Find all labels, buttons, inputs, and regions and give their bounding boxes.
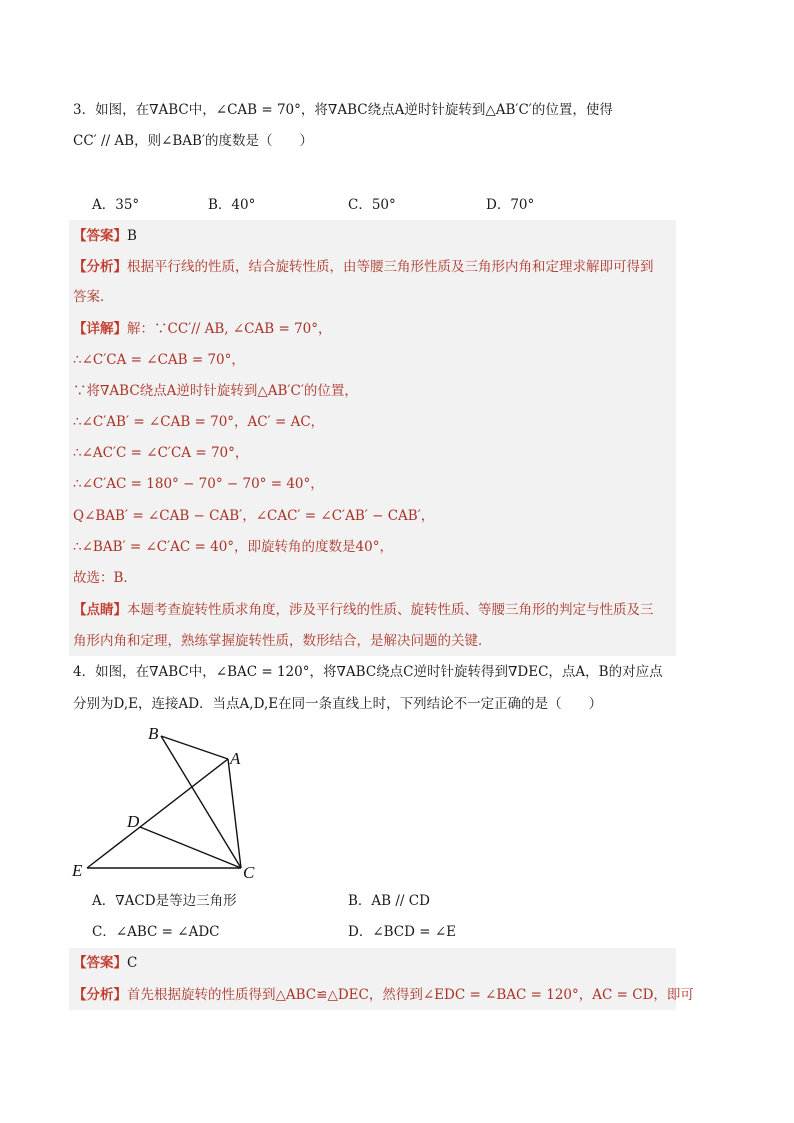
q3-answer-value: B — [127, 228, 137, 244]
q4-option-c: C．∠ABC = ∠ADC — [92, 924, 220, 940]
q3-comment-line2: 角形内角和定理，熟练掌握旋转性质，数形结合，是解决问题的关键． — [73, 633, 492, 649]
q4-option-b: B．AB // CD — [348, 893, 430, 909]
q3-comment-tag: 【点睛】 — [73, 602, 127, 618]
q3-option-d: D．70° — [486, 197, 535, 213]
q3-step-8: 故选：B． — [73, 570, 137, 586]
label-b: B — [148, 724, 159, 743]
q3-comment — [73, 600, 654, 620]
q3-analysis-text: 根据平行线的性质，结合旋转性质，由等腰三角形性质及三角形内角和定理求解即可得到 — [127, 259, 654, 275]
q3-analysis-line2: 答案． — [73, 289, 114, 305]
q3-stem-line2: CC′ // AB，则∠BAB′的度数是（ ） — [73, 133, 314, 149]
q4-option-a: A．∇ACD是等边三角形 — [92, 893, 237, 909]
q4-answer — [73, 953, 137, 973]
q3-analysis — [73, 257, 654, 277]
segment-dc — [140, 827, 241, 868]
q4-option-d: D．∠BCD = ∠E — [348, 924, 457, 940]
label-a: A — [230, 749, 241, 768]
q4-stem-line2: 分别为D,E，连接AD．当点A,D,E在同一条直线上时，下列结论不一定正确的是（ ） — [73, 696, 603, 712]
q4-answer-tag: 【答案】 — [73, 955, 127, 971]
q3-step-6: Q∠BAB′ = ∠CAB − CAB′，∠CAC′ = ∠C′AB′ − CAB′， — [73, 508, 435, 524]
q3-detail-tag: 【详解】 — [73, 321, 127, 337]
q3-detail — [73, 319, 332, 339]
label-c: C — [243, 863, 255, 882]
q4-answer-value: C — [127, 955, 138, 971]
q3-step-3: ∴∠C′AB′ = ∠CAB = 70°，AC′ = AC， — [73, 414, 325, 430]
q3-option-c: C．50° — [348, 197, 396, 213]
q3-step-1: ∴∠C′CA = ∠CAB = 70°， — [73, 352, 245, 368]
q3-solution-block — [69, 220, 676, 656]
q3-step-4: ∴∠AC′C = ∠C′CA = 70°， — [73, 445, 249, 461]
q3-answer-tag: 【答案】 — [73, 228, 127, 244]
segment-ea — [87, 759, 228, 868]
q4-stem-line1: 4．如图，在∇ABC中，∠BAC = 120°，将∇ABC绕点C逆时针旋转得到∇DEC，点A，B的对应点 — [73, 664, 663, 680]
label-e: E — [72, 861, 83, 880]
segment-ba — [161, 736, 228, 759]
q4-analysis — [73, 985, 694, 1005]
q3-comment-line1: 本题考查旋转性质求角度，涉及平行线的性质、旋转性质、等腰三角形的判定与性质及三 — [127, 602, 654, 618]
q3-stem-line1: 3．如图，在∇ABC中，∠CAB = 70°，将∇ABC绕点A逆时针旋转到△AB′C′的位置，使得 — [73, 102, 613, 118]
q3-answer — [73, 226, 137, 246]
q3-detail-line1: 解：∵CC′// AB, ∠CAB = 70°， — [127, 321, 332, 337]
q4-geometry-figure — [70, 720, 270, 885]
q3-option-b: B．40° — [208, 197, 256, 213]
q4-analysis-tag: 【分析】 — [73, 987, 127, 1003]
q3-step-7: ∴∠BAB′ = ∠C′AC = 40°，即旋转角的度数是40°， — [73, 539, 393, 555]
q3-step-5: ∴∠C′AC = 180° − 70° − 70° = 40°， — [73, 476, 324, 492]
q3-option-a: A．35° — [92, 197, 140, 213]
q4-analysis-text: 首先根据旋转的性质得到△ABC≌△DEC，然得到∠EDC = ∠BAC = 120°，AC = CD，即可 — [127, 987, 694, 1003]
segment-ac — [228, 759, 241, 868]
q3-analysis-tag: 【分析】 — [73, 259, 127, 275]
label-d: D — [127, 812, 140, 831]
q3-step-2: ∵将∇ABC绕点A逆时针旋转到△AB′C′的位置， — [73, 383, 358, 399]
